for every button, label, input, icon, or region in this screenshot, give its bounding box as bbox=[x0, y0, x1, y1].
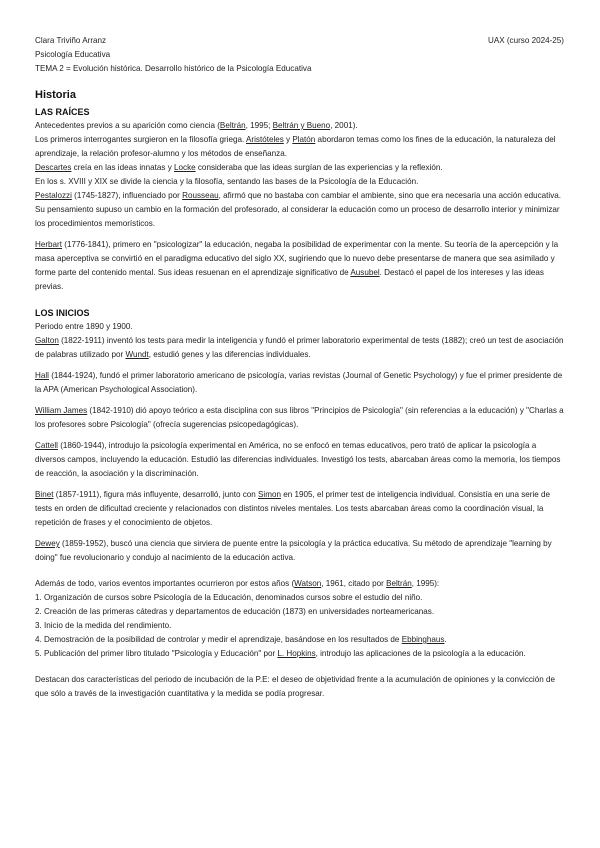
paragraph-antecedentes bbox=[35, 119, 564, 133]
paragraph-cattell bbox=[35, 439, 564, 481]
author-name: Clara Triviño Arranz bbox=[35, 36, 107, 45]
author-link-simon[interactable]: Simon bbox=[258, 490, 281, 499]
list-item-event-3: 3. Inicio de la medida del rendimiento. bbox=[35, 621, 172, 630]
text: consideraba que las ideas surgían de las experiencias y la reflexión. bbox=[195, 163, 443, 172]
text: , afirmó que no bastaba con cambiar el ambiente, sino que era necesaria una acción educativa. Su pensamiento supuso un cambio en la formación del profesorado, al considerar la educación como un proceso de desarrollo interior y minimizar los procedimientos memorísticos. bbox=[35, 191, 561, 228]
text: 4. Demostración de la posibilidad de controlar y medir el aprendizaje, basándose en los resultados de bbox=[35, 635, 402, 644]
paragraph-periodo: Periodo entre 1890 y 1900. bbox=[35, 322, 133, 331]
course-info: UAX (curso 2024-25) bbox=[487, 36, 564, 45]
text: , 1961, citado por bbox=[321, 579, 387, 588]
author-link-cattell[interactable]: Cattell bbox=[35, 441, 58, 450]
main-heading: Historia bbox=[35, 89, 76, 101]
paragraph-pestalozzi bbox=[35, 189, 564, 231]
author-link-herbart[interactable]: Herbart bbox=[35, 240, 62, 249]
paragraph-siglos: En los s. XVIII y XIX se divide la ciencia y la filosofía, sentando las bases de la Psicología de la Educación. bbox=[35, 177, 419, 186]
author-link-beltran[interactable]: Beltrán bbox=[219, 121, 246, 130]
text: en 1905, el primer test de inteligencia individual. Consistía en una serie de tests en orden de dificultad creciente y relacionados con distintos niveles mentales. Los tests abarcaban áreas como la coordinación visual, la repetición de frases y el conocimiento de objetos. bbox=[35, 490, 551, 527]
author-link-pestalozzi[interactable]: Pestalozzi bbox=[35, 191, 72, 200]
text: , 1995): bbox=[411, 579, 440, 588]
text: , estudió genes y las diferencias individuales. bbox=[148, 350, 311, 359]
paragraph-dewey bbox=[35, 537, 564, 565]
author-link-galton[interactable]: Galton bbox=[35, 336, 59, 345]
text: (1822-1911) inventó los tests para medir la inteligencia y fundó el primer laboratorio experimental de tests (1882); creó un test de asociación de palabras utilizado por bbox=[35, 336, 564, 359]
text: Además de todo, varios eventos importantes ocurrieron por estos años ( bbox=[35, 579, 295, 588]
author-link-beltran-2[interactable]: Beltrán bbox=[386, 579, 412, 588]
author-link-rousseau[interactable]: Rousseau bbox=[182, 191, 219, 200]
text: creía en las ideas innatas y bbox=[71, 163, 175, 172]
text: (1859-1952), buscó una ciencia que sirviera de puente entre la psicología y la práctica educativa. Su método de aprendizaje "learning by doing" fue revolucionario y condujo al nacimiento de la educación activa. bbox=[35, 539, 552, 562]
author-link-descartes[interactable]: Descartes bbox=[35, 163, 72, 172]
section-heading-raices: LAS RAÍCES bbox=[35, 107, 90, 117]
text: Los primeros interrogantes surgieron en la filosofía griega. bbox=[35, 135, 247, 144]
author-link-dewey[interactable]: Dewey bbox=[35, 539, 60, 548]
topic-title: TEMA 2 = Evolución histórica. Desarrollo histórico de la Psicología Educativa bbox=[35, 64, 312, 73]
author-link-hopkins[interactable]: L. Hopkins bbox=[277, 649, 316, 658]
author-link-locke[interactable]: Locke bbox=[174, 163, 196, 172]
text: (1776-1841), primero en "psicologizar" la educación, negaba la posibilidad de experimentar con la mente. Su teoría de la apercepción y la masa aperceptiva se convirtió en el paradigma educativo del siglo XX, sugiriendo que lo nuevo debe presentarse de manera que sea asimilado y forme parte del contenido mental. Sus ideas resuenan en el aprendizaje significativo de bbox=[35, 240, 559, 277]
section-heading-inicios: LOS INICIOS bbox=[35, 308, 90, 318]
author-link-ausubel[interactable]: Ausubel bbox=[350, 268, 380, 277]
paragraph-william-james bbox=[35, 404, 564, 432]
author-link-platon[interactable]: Platón bbox=[292, 135, 316, 144]
text: . bbox=[444, 635, 447, 644]
author-link-wundt[interactable]: Wundt bbox=[125, 350, 149, 359]
list-item-event-2: 2. Creación de las primeras cátedras y departamentos de educación (1873) en universidades norteamericanas. bbox=[35, 607, 435, 616]
text: (1842-1910) dió apoyo teórico a esta disciplina con sus libros "Principios de Psicología" (sin referencias a la educación) y "Charlas a los profesores sobre Psicología" (ofrecía sugerencias psicopedagógicas). bbox=[35, 406, 564, 429]
paragraph-galton bbox=[35, 334, 564, 362]
text: (1860-1944), introdujo la psicología experimental en América, no se enfocó en temas educativos, pero trató de aplicar la psicología a diversos campos, incluyendo la educación. Estudió las diferencias individuales. Investigó los tests, abarcaban áreas como la memoria, los tiempos de reacción, la asociación y la discriminación. bbox=[35, 441, 561, 478]
subject-name: Psicología Educativa bbox=[35, 50, 111, 59]
text: (1844-1924), fundó el primer laboratorio americano de psicología, varias revistas (Journal of Genetic Psychology) y fue el primer presidente de la APA (American Psychological Association). bbox=[35, 371, 563, 394]
text: , 1995; bbox=[245, 121, 273, 130]
text: abordaron temas como los fines de la educación, la naturaleza del aprendizaje, la relación profesor-alumno y los métodos de enseñanza. bbox=[35, 135, 556, 158]
text: 5. Publicación del primer libro titulado "Psicología y Educación" por bbox=[35, 649, 278, 658]
author-link-beltran-bueno[interactable]: Beltrán y Bueno bbox=[272, 121, 331, 130]
text: (1857-1911), figura más influyente, desarrolló, junto con bbox=[53, 490, 259, 499]
author-link-william-james[interactable]: William James bbox=[35, 406, 88, 415]
paragraph-descartes-locke bbox=[35, 161, 564, 175]
paragraph-binet bbox=[35, 488, 564, 530]
text: , 2001). bbox=[330, 121, 358, 130]
paragraph-eventos-intro bbox=[35, 577, 564, 591]
author-link-aristoteles[interactable]: Aristóteles bbox=[246, 135, 284, 144]
text: (1745-1827), influenciado por bbox=[71, 191, 183, 200]
paragraph-herbart bbox=[35, 238, 564, 294]
text: . Destacó el papel de los intereses y las ideas previas. bbox=[35, 268, 544, 291]
list-item-event-1: 1. Organización de cursos sobre Psicología de la Educación, denominados cursos sobre el estudio del niño. bbox=[35, 593, 423, 602]
paragraph-conclusion: Destacan dos características del periodo de incubación de la P.E: el deseo de objetividad frente a la acumulación de opiniones y la convicción de que sólo a través de la investigación cuantitativa y la medida se podía progresar. bbox=[35, 675, 555, 698]
list-item-event-5 bbox=[35, 647, 564, 661]
author-link-watson[interactable]: Watson bbox=[294, 579, 322, 588]
author-link-binet[interactable]: Binet bbox=[35, 490, 54, 499]
text: Antecedentes previos a su aparición como ciencia ( bbox=[35, 121, 220, 130]
author-link-ebbinghaus[interactable]: Ebbinghaus bbox=[401, 635, 445, 644]
paragraph-hall bbox=[35, 369, 564, 397]
list-item-event-4 bbox=[35, 633, 564, 647]
text: y bbox=[283, 135, 293, 144]
author-link-hall[interactable]: Hall bbox=[35, 371, 49, 380]
text: , introdujo las aplicaciones de la psicología a la educación. bbox=[315, 649, 526, 658]
document-header bbox=[35, 34, 564, 76]
paragraph-filosofia-griega bbox=[35, 133, 564, 161]
